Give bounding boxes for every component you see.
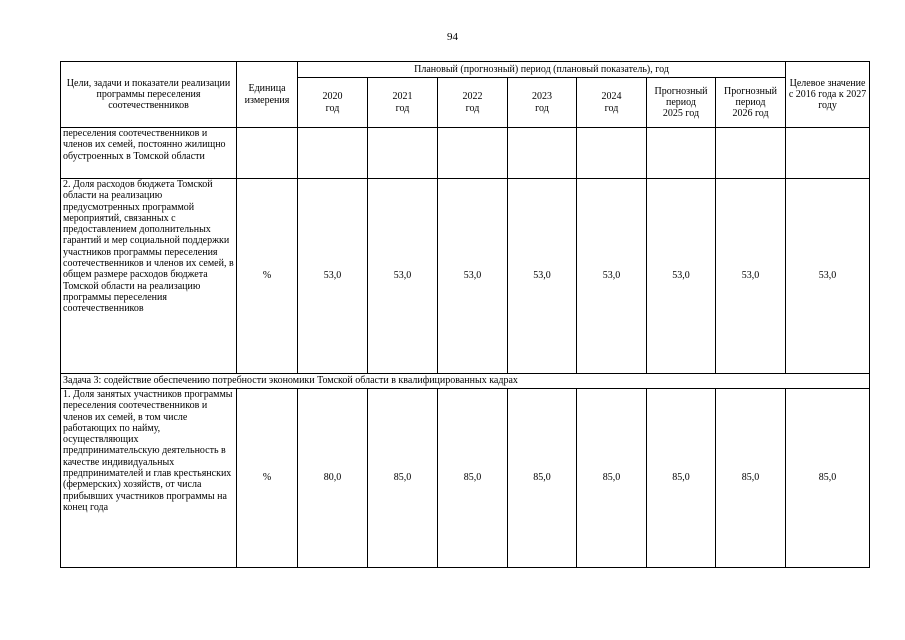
- header-row-1: [61, 62, 870, 78]
- header-goals: Цели, задачи и показатели реализации программы переселения соотечественников: [61, 62, 237, 128]
- value-cell: 85,0: [508, 389, 577, 568]
- value-cell: 53,0: [647, 179, 716, 374]
- indicator-text: переселения соотечественников и членов их семей, постоянно жилищно обустроенных в Томской области: [61, 128, 237, 179]
- value-cell: 85,0: [716, 389, 786, 568]
- table-row: [61, 179, 870, 374]
- header-year: 2024 год: [577, 78, 647, 128]
- value-cell: 85,0: [647, 389, 716, 568]
- target-cell: 85,0: [786, 389, 870, 568]
- table-cell: [508, 128, 577, 179]
- header-year: 2022 год: [438, 78, 508, 128]
- table-cell: [298, 128, 368, 179]
- header-year: 2023 год: [508, 78, 577, 128]
- indicator-text: 2. Доля расходов бюджета Томской области на реализацию предусмотренных программой мероприятий, связанных с предоставлением дополнительных гарантий и мер социальной поддержки участников программы переселения соотечественников и членов их семей, в общем размере расходов бюджета Томской области на реализацию программы переселения соотечественников: [61, 179, 237, 374]
- value-cell: 53,0: [508, 179, 577, 374]
- page-number: 94: [447, 31, 458, 43]
- header-year: Прогнозный период 2025 год: [647, 78, 716, 128]
- unit-cell: %: [237, 179, 298, 374]
- header-unit: Единица измерения: [237, 62, 298, 128]
- indicator-text: 1. Доля занятых участников программы переселения соотечественников и членов их семей, в том числе работающих по найму, осуществляющих предпринимательскую деятельность в качестве индивидуальных предпринимателей и глав крестьянских (фермерских) хозяйств, от числа прибывших участников программы на конец года: [61, 389, 237, 568]
- table-cell: [786, 128, 870, 179]
- table-cell: [577, 128, 647, 179]
- target-cell: 53,0: [786, 179, 870, 374]
- task-row: [61, 374, 870, 389]
- task-heading: Задача 3: содействие обеспечению потребности экономики Томской области в квалифицированных кадрах: [61, 374, 870, 389]
- value-cell: 53,0: [577, 179, 647, 374]
- table-cell: [438, 128, 508, 179]
- table-row: [61, 128, 870, 179]
- unit-cell: %: [237, 389, 298, 568]
- table-cell: [716, 128, 786, 179]
- header-year: 2020 год: [298, 78, 368, 128]
- header-target: Целевое значение с 2016 года к 2027 году: [786, 62, 870, 128]
- value-cell: 53,0: [298, 179, 368, 374]
- header-year: Прогнозный период 2026 год: [716, 78, 786, 128]
- table-row: [61, 389, 870, 568]
- value-cell: 85,0: [438, 389, 508, 568]
- value-cell: 85,0: [577, 389, 647, 568]
- table-cell: [647, 128, 716, 179]
- header-planned-period: Плановый (прогнозный) период (плановый показатель), год: [298, 62, 786, 78]
- table-cell: [368, 128, 438, 179]
- value-cell: 80,0: [298, 389, 368, 568]
- value-cell: 53,0: [438, 179, 508, 374]
- value-cell: 53,0: [716, 179, 786, 374]
- value-cell: 53,0: [368, 179, 438, 374]
- indicators-table: [60, 61, 870, 568]
- header-year: 2021 год: [368, 78, 438, 128]
- table-cell: [237, 128, 298, 179]
- value-cell: 85,0: [368, 389, 438, 568]
